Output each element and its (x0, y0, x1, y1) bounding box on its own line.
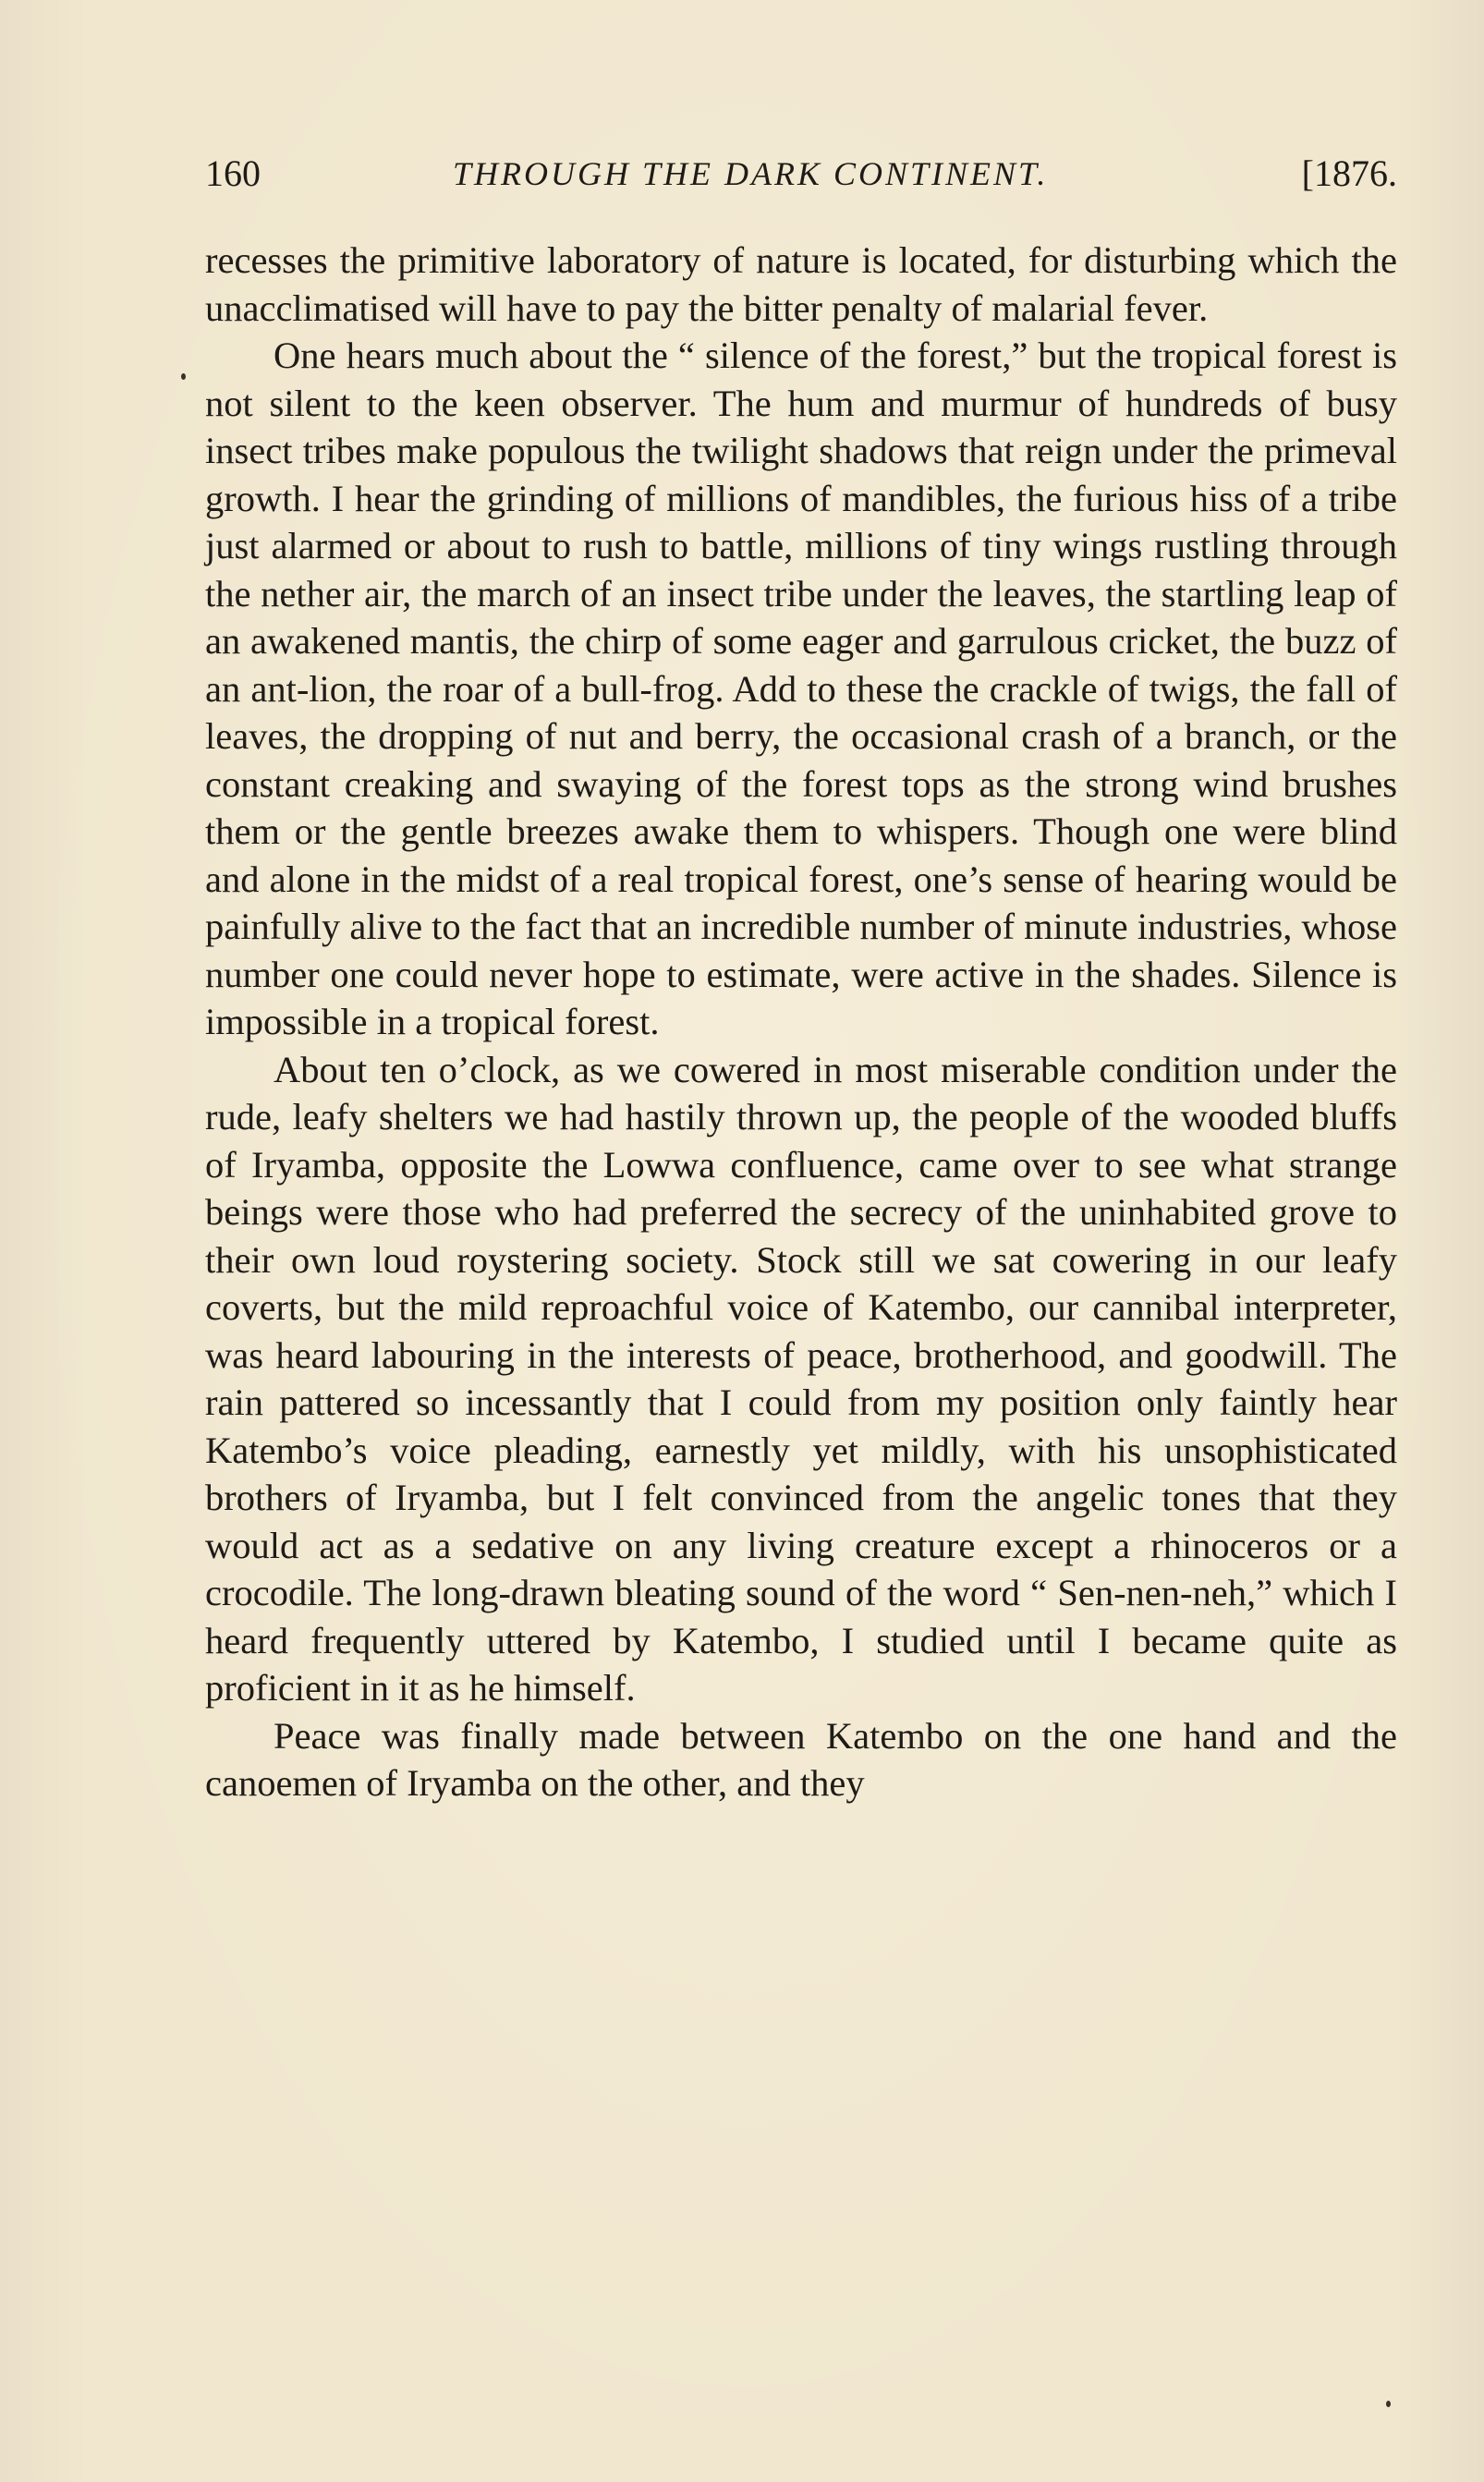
paragraph-forest-sounds: One hears much about the “ silence of the forest,” but the tropical forest is not silent to the keen observer. The hum and murmur of hundreds of busy insect tribes make populous the twilight shadows that reign under the primeval growth. I hear the grinding of millions of mandibles, the furious hiss of a tribe just alarmed or about to rush to battle, millions of tiny wings rustling through the nether air, the march of an insect tribe under the leaves, the startling leap of an awakened mantis, the chirp of some eager and garrulous cricket, the buzz of an ant-lion, the roar of a bull-frog. Add to these the crackle of twigs, the fall of leaves, the dropping of nut and berry, the occasional crash of a branch, or the constant creaking and swaying of the forest tops as the strong wind brushes them or the gentle breezes awake them to whispers. Though one were blind and alone in the midst of a real tropical forest, one’s sense of hearing would be painfully alive to the fact that an incredible number of minute industries, whose number one could never hope to estimate, were active in the shades. Silence is impossible in a tropical forest. (205, 335, 1398, 1042)
paragraph-peace: Peace was finally made between Katembo on the one hand and the canoemen of Iryamba on the other, and they (205, 1714, 1397, 1804)
page-number: 160 (205, 152, 261, 194)
header-year: [1876. (1301, 152, 1397, 194)
ink-speck (181, 373, 186, 380)
paragraph-continued: recesses the primitive laboratory of nature is located, for disturbing which the unacclimatised will have to pay the bitter penalty of malarial fever. (205, 239, 1397, 329)
paragraph-iryamba-visit: About ten o’clock, as we cowered in most miserable condition under the rude, leafy shelters we had hastily thrown up, the people of the wooded bluffs of Iryamba, opposite the Lowwa confluence, came over to see what strange beings were those who had preferred the secrecy of the uninhabited grove to their own loud roystering society. Stock still we sat cowering in our leafy coverts, but the mild reproachful voice of Katembo, our cannibal interpreter, was heard labouring in the interests of peace, brotherhood, and goodwill. The rain pattered so incessantly that I could from my position only faintly hear Katembo’s voice pleading, earnestly yet mildly, with his unsophisticated brothers of Iryamba, but I felt convinced from the angelic tones that they would act as a sedative on any living creature except a rhinoceros or a crocodile. The long-drawn bleating sound of the word “ Sen-nen-neh,” which I heard frequently uttered by Katembo, I studied until I became quite as proficient in it as he himself. (205, 1048, 1397, 1709)
body-text (205, 237, 1397, 1807)
running-header (205, 146, 1397, 201)
running-title: THROUGH THE DARK CONTINENT. (453, 155, 1049, 192)
ink-speck (1386, 2401, 1391, 2407)
